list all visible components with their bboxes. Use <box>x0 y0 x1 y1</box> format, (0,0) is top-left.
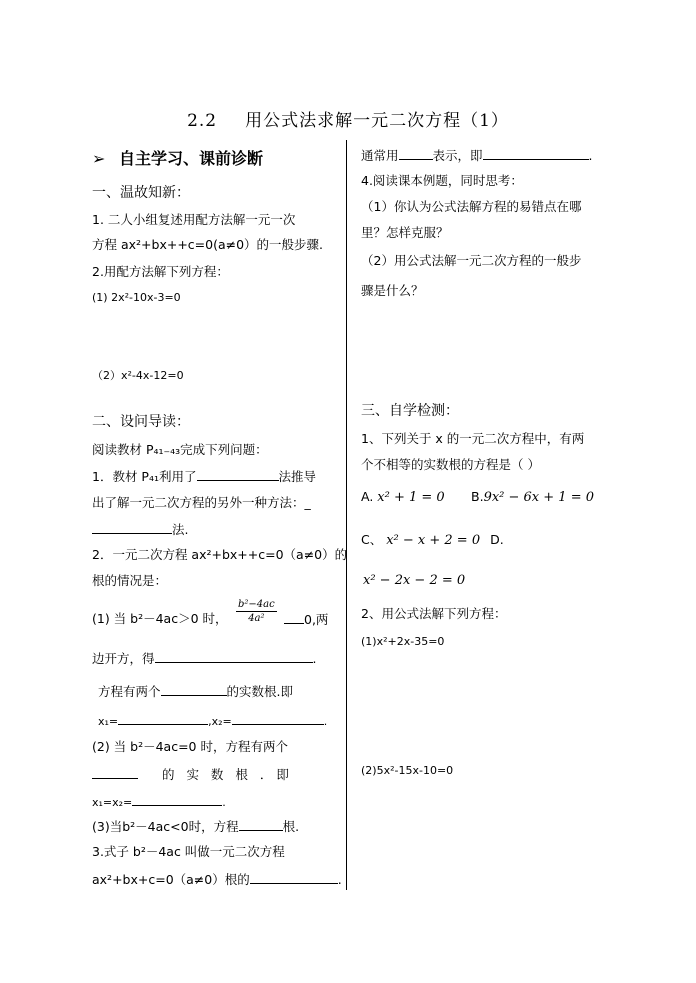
check-q1-line2: 个不相等的实数根的方程是（ ） <box>361 457 540 472</box>
option-b: B.9x² − 6x + 1 = 0 <box>471 489 594 505</box>
equation-2: （2）x²-4x-12=0 <box>92 369 184 382</box>
q1-line2: 方程 ax²+bx++c=0(a≠0）的一般步骤. <box>92 237 324 252</box>
blank[interactable] <box>250 870 338 884</box>
arrow-icon: ➢ <box>92 149 106 168</box>
title-number: 2.2 <box>187 111 218 131</box>
option-a: A. x² + 1 = 0 <box>361 489 445 505</box>
right-line2: 4.阅读课本例题，同时思考： <box>361 173 523 188</box>
check-q1-line1: 1、下列关于 x 的一元二次方程中，有两 <box>361 431 585 446</box>
case2-line2: 的 实 数 根 ．即 <box>92 765 293 784</box>
blank[interactable] <box>284 610 304 624</box>
review-heading: 一、温故知新： <box>92 185 190 201</box>
guide-q3-line1: 3.式子 b²－4ac 叫做一元二次方程 <box>92 844 285 859</box>
guide-heading: 二、设问导读： <box>92 414 190 430</box>
case1-line3: 方程有两个 的实数根.即 <box>98 684 293 699</box>
blank[interactable] <box>155 649 313 663</box>
section-heading-self-study: ➢ 自主学习、课前诊断 <box>92 149 263 168</box>
q1-line1: 1. 二人小组复述用配方法解一元一次 <box>92 212 296 227</box>
fraction-discriminant: $\frac{\text{b²−4ac}}{\text{4a²}}$ <box>238 599 275 624</box>
blank[interactable] <box>92 520 172 534</box>
page-title <box>0 106 696 131</box>
blank[interactable] <box>197 467 279 481</box>
column-divider <box>346 140 347 890</box>
right-line5: （2）用公式法解一元二次方程的一般步 <box>361 253 582 268</box>
guide-q2-line1: 2．一元二次方程 ax²+bx++c=0（a≠0）的 <box>92 547 348 562</box>
blank[interactable] <box>239 817 283 831</box>
equation-1: (1) 2x²-10x-3=0 <box>92 291 181 304</box>
case1-line2: 边开方，得 . <box>92 651 317 666</box>
blank[interactable] <box>161 682 227 696</box>
guide-q1-line1: 1．教材 P₄₁利用了 法推导 <box>92 469 317 484</box>
guide-q3-line2: ax²+bx+c=0（a≠0）根的 . <box>92 872 342 887</box>
option-d: x² − 2x − 2 = 0 <box>363 573 466 588</box>
case2-line1: (2) 当 b²－4ac=0 时，方程有两个 <box>92 739 288 754</box>
check-q2: 2、用公式法解下列方程： <box>361 606 507 621</box>
right-line6: 骤是什么？ <box>361 283 424 298</box>
blank[interactable] <box>118 711 208 725</box>
right-line4: 里？怎样克服？ <box>361 225 449 240</box>
q2-text: 2.用配方法解下列方程： <box>92 264 229 279</box>
check-equation-1: (1)x²+2x-35=0 <box>361 635 445 648</box>
check-heading: 三、自学检测： <box>361 403 459 419</box>
case1-line1-end: 0,两 <box>284 610 328 629</box>
read-instruction: 阅读教材 P₄₁₋₄₃完成下列问题： <box>92 442 268 457</box>
guide-q2-line2: 根的情况是： <box>92 573 168 588</box>
blank[interactable] <box>232 711 324 725</box>
guide-q1-line2: 出了解一元二次方程的另外一种方法：_ <box>92 495 311 510</box>
case1-line1: (1) 当 b²－4ac＞0 时， <box>92 611 228 626</box>
case2-roots: x₁=x₂= . <box>92 792 226 812</box>
case3: (3)当b²－4ac<0时，方程 根. <box>92 819 300 834</box>
blank[interactable] <box>132 792 222 806</box>
right-line1: 通常用 表示，即 . <box>361 148 593 163</box>
right-line3: （1）你认为公式法解方程的易错点在哪 <box>361 199 582 214</box>
blank[interactable] <box>399 146 433 160</box>
case1-roots: x₁= ,x₂= . <box>98 711 327 731</box>
option-c: C、 x² − x + 2 = 0 D. <box>361 532 504 548</box>
blank[interactable] <box>92 765 138 779</box>
blank[interactable] <box>483 146 589 160</box>
guide-q1-line3: 法. <box>92 520 188 539</box>
title-text: 用公式法求解一元二次方程（1） <box>245 111 509 131</box>
check-equation-2: (2)5x²-15x-10=0 <box>361 764 454 777</box>
